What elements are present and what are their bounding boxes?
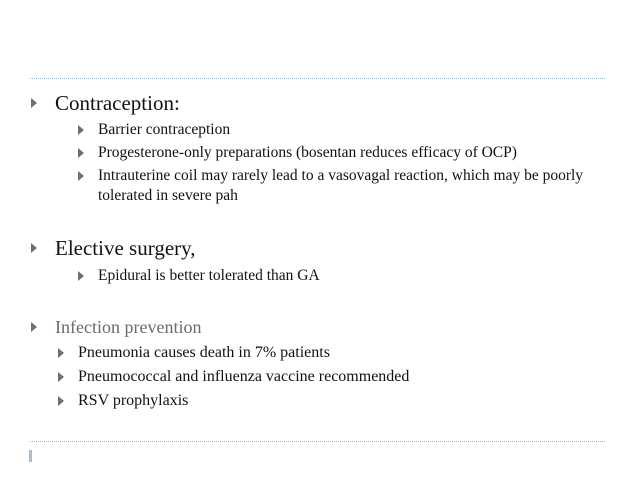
sub-bullet-text: Pneumonia causes death in 7% patients bbox=[78, 344, 330, 361]
corner-accent bbox=[29, 450, 32, 462]
triangle-bullet-icon bbox=[31, 243, 37, 253]
sub-bullet-vaccine bbox=[58, 367, 409, 387]
triangle-bullet-icon bbox=[78, 271, 84, 281]
triangle-bullet-icon bbox=[31, 322, 37, 332]
sub-bullet-text: Pneumococcal and influenza vaccine recommended bbox=[78, 368, 410, 385]
sub-bullet-coil bbox=[78, 166, 598, 206]
triangle-bullet-icon bbox=[78, 125, 84, 135]
sub-bullet-rsv bbox=[58, 391, 188, 411]
sub-bullet-text: Progesterone-only preparations (bosentan reduces efficacy of OCP) bbox=[98, 144, 517, 161]
sub-bullet-text: Barrier contraception bbox=[98, 121, 231, 138]
sub-bullet-text: Epidural is better tolerated than GA bbox=[98, 267, 320, 284]
sub-bullet-epidural bbox=[78, 266, 320, 286]
sub-bullet-pneumonia bbox=[58, 343, 330, 363]
bullet-heading: Infection prevention bbox=[55, 317, 202, 337]
sub-bullet-progesterone bbox=[78, 143, 517, 163]
sub-bullet-barrier bbox=[78, 120, 230, 140]
triangle-bullet-icon bbox=[31, 98, 37, 108]
bullet-heading: Elective surgery, bbox=[55, 236, 196, 260]
triangle-bullet-icon bbox=[58, 396, 64, 406]
bullet-contraception bbox=[31, 91, 180, 115]
sub-bullet-text: Intrauterine coil may rarely lead to a vasovagal reaction, which may be poorly tolerated in severe pah bbox=[98, 167, 584, 204]
triangle-bullet-icon bbox=[58, 372, 64, 382]
top-dotted-divider bbox=[30, 78, 605, 79]
sub-bullet-text: RSV prophylaxis bbox=[78, 392, 189, 409]
triangle-bullet-icon bbox=[78, 171, 84, 181]
bullet-infection-prevention bbox=[31, 316, 201, 338]
bullet-heading: Contraception: bbox=[55, 91, 180, 115]
bottom-dotted-divider bbox=[30, 441, 605, 442]
triangle-bullet-icon bbox=[78, 148, 84, 158]
triangle-bullet-icon bbox=[58, 348, 64, 358]
bullet-elective-surgery bbox=[31, 236, 196, 260]
